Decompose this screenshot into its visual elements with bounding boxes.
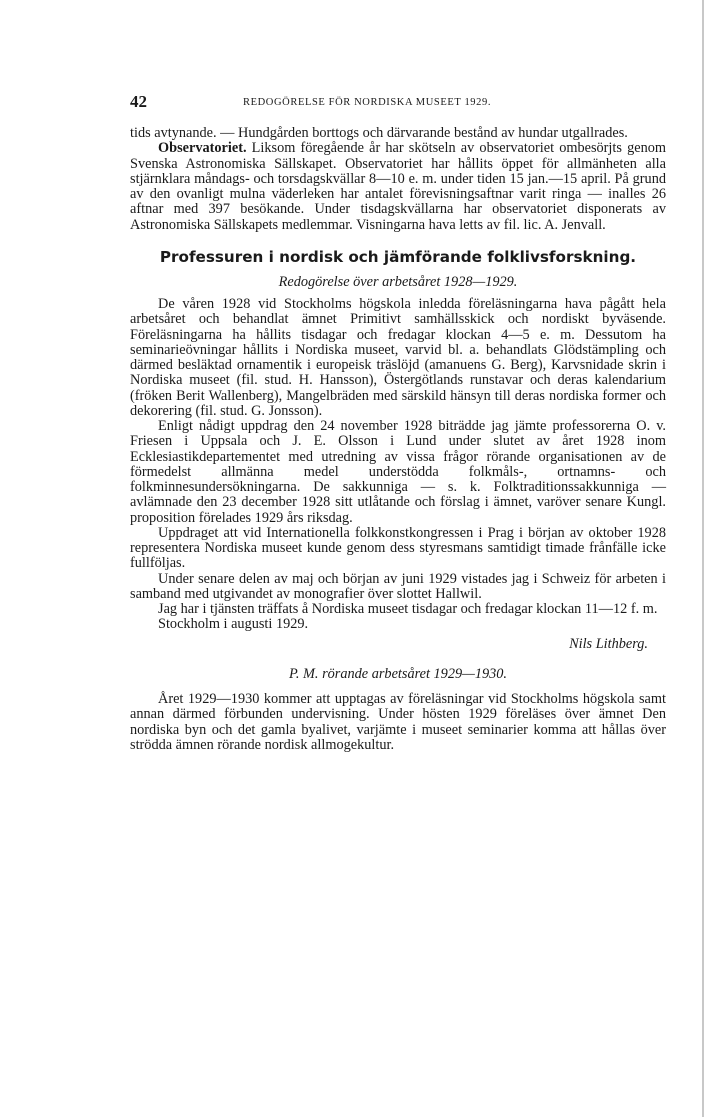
section-title: Professuren i nordisk och jämförande folklivsforskning. [159,247,637,266]
section-subtitle: Redogörelse över arbetsåret 1928—1929. [278,273,518,290]
observatory-heading: Observatoriet. [158,140,247,157]
signature: Nils Lithberg. [569,635,648,652]
paragraph: Året 1929—1930 kommer att upptagas av föreläsningar vid Stockholms högskola samt annan därmed förbunden undervisning. Under hösten 1929 föreläses över ämnet Den nordiska byn och det gamla byalivet, varjämte i museet seminarier komma att hållas över strödda ämnen rörande nordisk allmogekultur. [130,691,666,753]
paragraph: Jag har i tjänsten träffats å Nordiska museet tisdagar och fredagar klockan 11—12 f. m. [158,601,658,617]
page-number: 42 [130,92,147,111]
paragraph: Uppdraget att vid Internationella folkkonstkongressen i Prag i början av oktober 1928 representera Nordiska museet kunde genom dess styresmans samtidigt timade frånfälle icke fullföljas. [130,524,666,572]
observatory-paragraph [130,141,666,233]
running-head: REDOGÖRELSE FÖR NORDISKA MUSEET 1929. [243,97,492,108]
paragraph: Under senare delen av maj och början av juni 1929 vistades jag i Schweiz för arbeten i samband med utgivandet av monografier över slottet Hallwil. [130,570,666,602]
page-header [130,92,666,112]
paragraph: Enligt nådigt uppdrag den 24 november 1928 biträdde jag jämte professorerna O. v. Friesen i Uppsala och J. E. Olsson i Lund under slutet av året 1928 inom Ecklesiastikdepartementet med utredning av vissa frågor rörande organisationen av de förmedelst allmänna medel understödda folkmåls-, ortnamns- och folkminnesundersökningarna. De sakkunniga — s. k. Folktraditionssakkunniga — avlämnade den 23 december 1928 sitt utlåtande och förslag i ämnet, varöver senare Kungl. proposition förelades 1929 års riksdag. [130,418,666,526]
page-body [130,126,666,753]
observatory-text: Liksom föregående år har skötseln av observatoriet ombesörjts genom Svenska Astronomiska Sällskapet. Observatoriet har hållits öppet för allmänheten alla stjärnklara måndags- och torsdagskvällar 8—10 e. m. under tiden 15 jan.—15 april. På grund av den ovanligt mulna väderleken har antalet förevisningsaftnar varit ringa — inalles 26 aftnar med 397 besökande. Under tisdagskvällarna har observatoriet disponerats av Astronomiska Sällskapets medlemmar. Visningarna hava letts av fil. lic. A. Jenvall. [130,140,666,233]
section-subtitle-2: P. M. rörande arbetsåret 1929—1930. [288,665,508,682]
paragraph: De våren 1928 vid Stockholms högskola inledda föreläsningarna hava pågått hela arbetsåret och behandlat ämnet Primitivt samhällsskick och nordiskt byväsende. Föreläsningarna ha hållits tisdagar och fredagar klockan 4—5 e. m. Dessutom ha seminarieövningar hållits i Nordiska museet, varvid bl. a. behandlats Glödstämpling och därmed besläktad ornamentik i europeisk träslöjd (amanuens G. Berg), Karvsnidade skrin i Nordiska museet (fil. stud. H. Hansson), Östergötlands runstavar och deras kalendarium (fröken Berit Wallenberg), Mangelbräden med särskild hänsyn till deras nordiska former och dekorering (fil. stud. G. Jonsson). [130,296,666,419]
dateline: Stockholm i augusti 1929. [158,616,309,633]
continuation-paragraph: tids avtynande. — Hundgården borttogs och därvarande bestånd av hundar utgallrades. [130,125,628,141]
